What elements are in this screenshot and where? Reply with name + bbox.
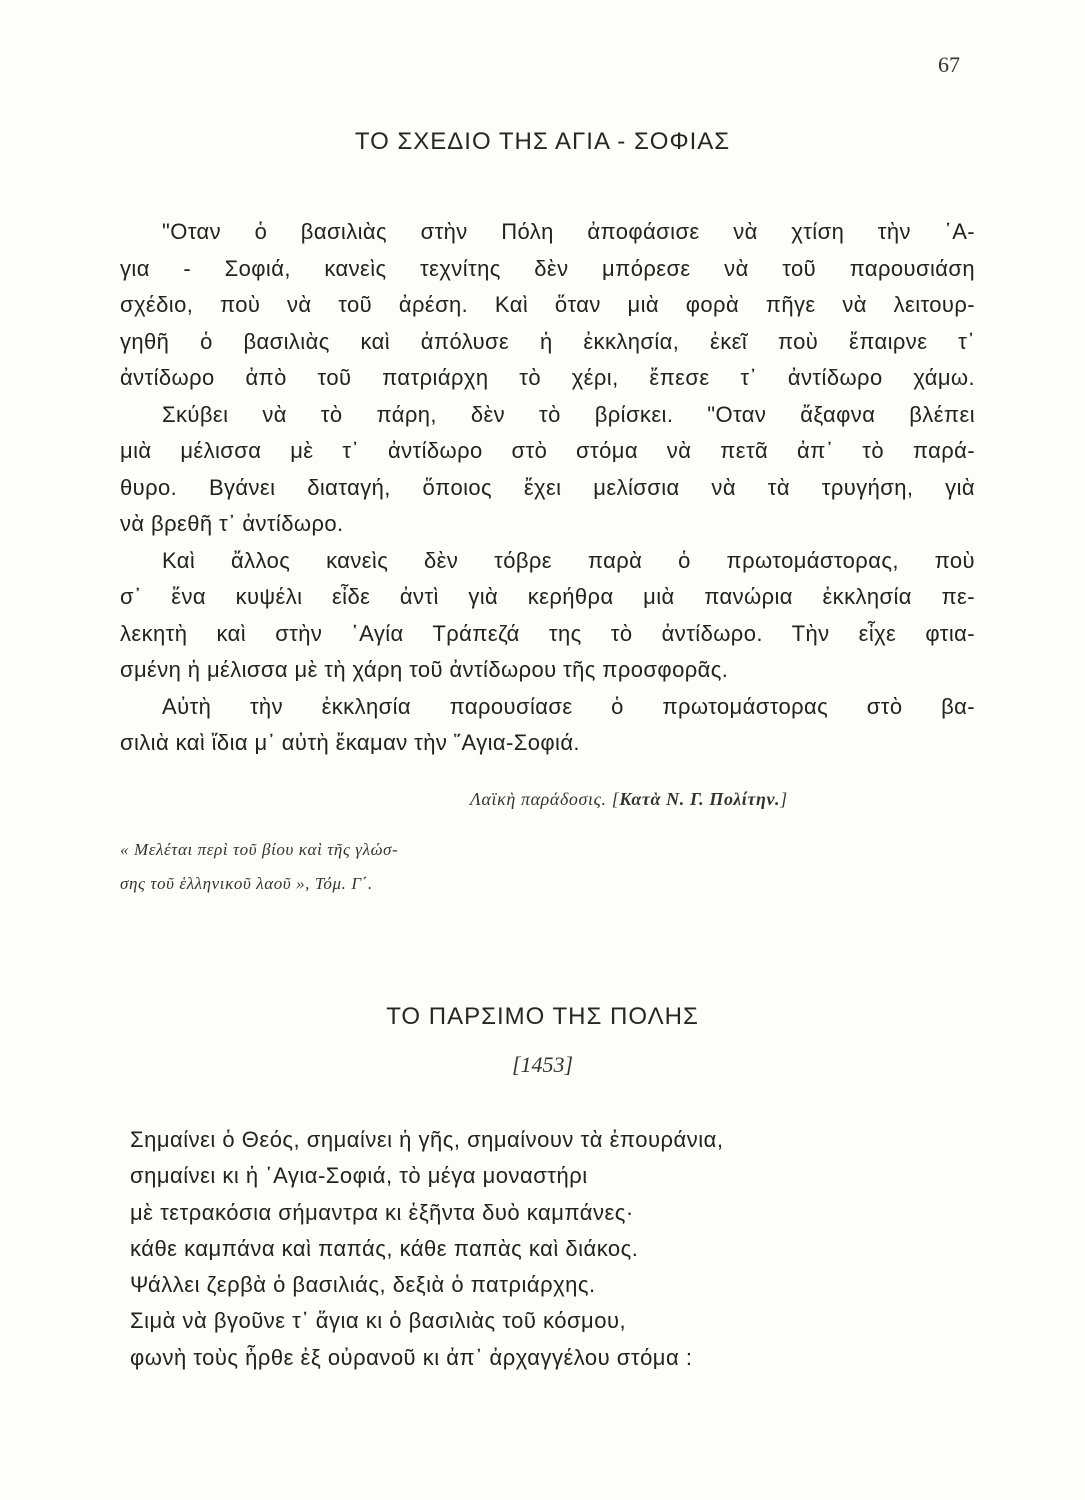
prose-line: σ᾿ ἕνα κυψέλι εἶδε ἀντὶ γιὰ κερήθρα μιὰ πανώρια ἐκκλησία πε-	[120, 584, 975, 609]
legend-prose	[120, 214, 975, 762]
prose-line: μιὰ μέλισσα μὲ τ᾿ ἀντίδωρο στὸ στόμα νὰ πετᾶ ἀπ᾿ τὸ παρά-	[120, 438, 975, 463]
prose-line: ἀντίδωρο ἀπὸ τοῦ πατριάρχη τὸ χέρι, ἔπεσε τ᾿ ἀντίδωρο χάμω.	[120, 365, 975, 390]
section-title-sketch-of-hagia-sophia: ΤΟ ΣΧΕΔΙΟ ΤΗΣ ΑΓΙΑ - ΣΟΦΙΑΣ	[354, 128, 731, 155]
prose-line: λεκητὴ καὶ στὴν ῾Αγία Τράπεζά της τὸ ἀντίδωρο. Τὴν εἶχε φτια-	[120, 620, 975, 646]
reference-line: σης τοῦ ἑλληνικοῦ λαοῦ », Τόμ. Γ΄.	[120, 874, 373, 893]
poem-verse: σημαίνει κι ἡ ῾Αγια-Σοφιά, τὸ μέγα μοναστήρι	[130, 1163, 588, 1189]
prose-line: θυρο. Βγάνει διαταγή, ὅποιος ἔχει μελίσσια νὰ τὰ τρυγήση, γιὰ	[120, 474, 975, 500]
poem-verse: Ψάλλει ζερβὰ ὁ βασιλιάς, δεξιὰ ὁ πατριάρχης.	[130, 1272, 596, 1298]
reference-line: « Μελέται περὶ τοῦ βίου καὶ τῆς γλώσ-	[120, 840, 399, 859]
source-author: Κατὰ Ν. Γ. Πολίτην.	[619, 789, 781, 809]
poem	[130, 1122, 990, 1376]
poem-verse: Σιμὰ νὰ βγοῦνε τ᾿ ἅγια κι ὁ βασιλιὰς τοῦ κόσμου,	[130, 1308, 627, 1334]
poem-verse: κάθε καμπάνα καὶ παπάς, κάθε παπὰς καὶ διάκος.	[130, 1235, 639, 1261]
prose-line: Αὐτὴ τὴν ἐκκλησία παρουσίασε ὁ πρωτομάστορας στὸ βα-	[162, 693, 975, 719]
prose-line: Σκύβει νὰ τὸ πάρη, δὲν τὸ βρίσκει. "Οταν ἄξαφνα βλέπει	[162, 401, 975, 427]
poem-verse: φωνὴ τοὺς ἦρθε ἐξ οὐρανοῦ κι ἀπ᾿ ἀρχαγγέλου στόμα :	[130, 1344, 693, 1370]
prose-line: νὰ βρεθῆ τ᾿ ἀντίδωρο.	[120, 511, 344, 536]
prose-line: σχέδιο, ποὺ νὰ τοῦ ἀρέση. Καὶ ὅταν μιὰ φορὰ πῆγε νὰ λειτουρ-	[120, 292, 975, 317]
prose-line: σιλιὰ καὶ ἴδια μ᾿ αὐτὴ ἔκαμαν τὴν ῞Αγια-Σοφιά.	[120, 730, 580, 755]
prose-line: Καὶ ἄλλος κανεὶς δὲν τόβρε παρὰ ὁ πρωτομάστορας, ποὺ	[162, 547, 975, 573]
bibliographic-reference	[120, 833, 600, 901]
poem-verse: μὲ τετρακόσια σήμαντρα κι ἑξῆντα δυὸ καμπάνες·	[130, 1199, 634, 1225]
section-title-fall-of-the-city: ΤΟ ΠΑΡΣΙΜΟ ΤΗΣ ΠΟΛΗΣ	[386, 1003, 699, 1030]
poem-verse: Σημαίνει ὁ Θεός, σημαίνει ἡ γῆς, σημαίνουν τὰ ἐπουράνια,	[130, 1127, 724, 1152]
source-bracket: ]	[780, 789, 788, 809]
page-number: 67	[938, 52, 960, 77]
prose-line: σμένη ἡ μέλισσα μὲ τὴ χάρη τοῦ ἀντίδωρου τῆς προσφορᾶς.	[120, 657, 729, 682]
prose-line: για - Σοφιά, κανεὶς τεχνίτης δὲν μπόρεσε νὰ τοῦ παρουσιάση	[120, 255, 975, 281]
source-text: Λαϊκὴ παράδοσις. [	[470, 789, 620, 809]
section-date: [1453]	[511, 1052, 574, 1077]
prose-line: γηθῆ ὁ βασιλιὰς καὶ ἀπόλυσε ἡ ἐκκλησία, ἐκεῖ ποὺ ἔπαιρνε τ᾿	[120, 328, 975, 354]
prose-line: "Οταν ὁ βασιλιὰς στὴν Πόλη ἀποφάσισε νὰ χτίση τὴν ῾Α-	[162, 219, 975, 244]
source-attribution	[470, 789, 990, 810]
